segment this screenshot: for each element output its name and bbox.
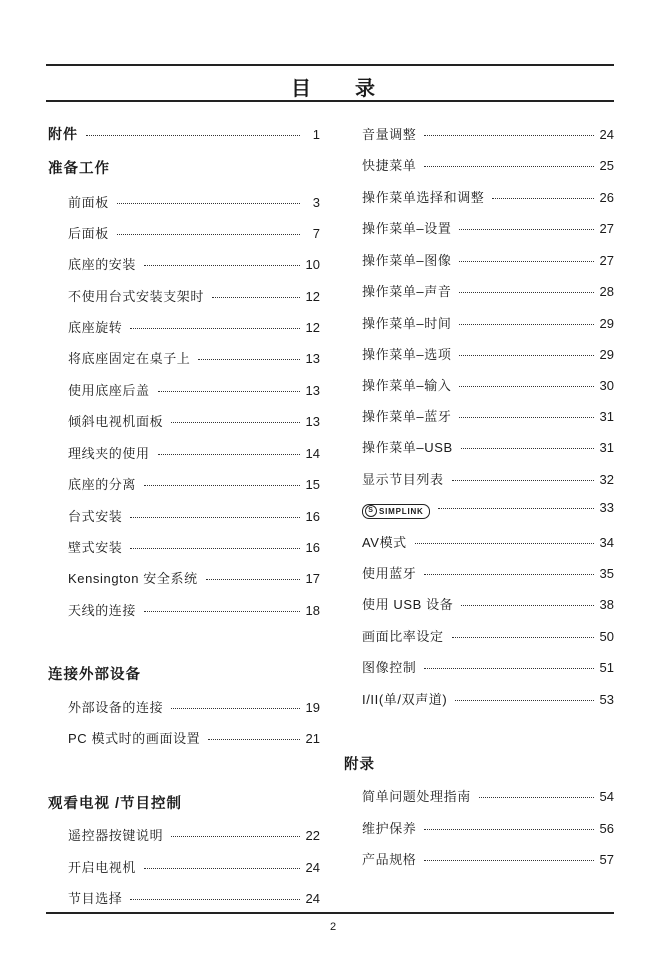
dot-leader: [492, 198, 593, 199]
toc-entry-label: 台式安装: [68, 509, 123, 524]
toc-entry-label: 使用蓝牙: [362, 566, 417, 581]
toc-entry[interactable]: [362, 344, 614, 363]
toc-entry-label: 操作菜单–设置: [362, 221, 452, 236]
toc-entry-label: 理线夹的使用: [68, 446, 150, 461]
toc-entry-page: 27: [599, 221, 614, 236]
dot-leader: [171, 836, 299, 837]
toc-entry-label: AV模式: [362, 535, 407, 550]
toc-entry[interactable]: [362, 818, 614, 837]
toc-entry-label: 操作菜单–USB: [362, 440, 453, 455]
dot-leader: [459, 229, 593, 230]
toc-entry-page: 24: [305, 860, 320, 875]
dot-leader: [86, 135, 300, 136]
toc-entry-page: 24: [305, 891, 320, 906]
toc-entry-label: 使用底座后盖: [68, 383, 150, 398]
dot-leader: [452, 637, 594, 638]
toc-entry[interactable]: [362, 563, 614, 582]
dot-leader: [455, 700, 593, 701]
section-heading-prep: 准备工作: [48, 161, 110, 177]
dot-leader: [130, 548, 299, 549]
toc-entry[interactable]: [362, 155, 614, 174]
title-char-2: 录: [355, 78, 375, 100]
toc-entry[interactable]: [68, 697, 320, 716]
toc-entry[interactable]: [68, 600, 320, 619]
toc-entry-page: 15: [305, 477, 320, 492]
toc-entry-page: 3: [312, 195, 320, 210]
toc-entry[interactable]: [68, 348, 320, 367]
toc-entry-page: 30: [599, 378, 614, 393]
toc-entry[interactable]: [68, 888, 320, 907]
toc-entry[interactable]: [68, 506, 320, 525]
toc-entry[interactable]: [68, 254, 320, 273]
dot-leader: [424, 668, 593, 669]
dot-leader: [459, 355, 593, 356]
toc-entry-page: 38: [599, 597, 614, 612]
toc-entry[interactable]: [362, 594, 614, 613]
dot-leader: [424, 135, 593, 136]
dot-leader: [208, 739, 299, 740]
toc-entry[interactable]: [362, 313, 614, 332]
toc-entry-page: 25: [599, 158, 614, 173]
toc-entry-label: 维护保养: [362, 821, 417, 836]
toc-entry-page: 7: [312, 226, 320, 241]
dot-leader: [144, 265, 300, 266]
toc-entry[interactable]: [68, 286, 320, 305]
toc-entry-label: 遥控器按键说明: [68, 828, 164, 843]
toc-entry-label: PC 模式时的画面设置: [68, 731, 201, 746]
toc-entry-page: 18: [305, 603, 320, 618]
dot-leader: [424, 574, 593, 575]
toc-entry[interactable]: [362, 218, 614, 237]
toc-entry-label: 天线的连接: [68, 603, 137, 618]
dot-leader: [212, 297, 300, 298]
dot-leader: [424, 860, 593, 861]
bottom-rule: [46, 912, 614, 914]
toc-entry[interactable]: [362, 124, 614, 143]
toc-entry-label: Kensington 安全系统: [68, 571, 198, 586]
toc-entry-page: 34: [599, 535, 614, 550]
dot-leader: [144, 485, 300, 486]
section-heading-external: 连接外部设备: [48, 667, 141, 683]
toc-entry-simplink[interactable]: [362, 500, 614, 519]
dot-leader: [171, 422, 299, 423]
toc-entry-label: 节目选择: [68, 891, 123, 906]
simplink-logo-text: SIMPLINK: [379, 506, 424, 516]
toc-entry-page: 10: [305, 257, 320, 272]
toc-entry[interactable]: [68, 474, 320, 493]
toc-entry-label: 将底座固定在桌子上: [68, 351, 191, 366]
toc-entry-page: 13: [305, 383, 320, 398]
toc-entry[interactable]: [68, 380, 320, 399]
toc-entry[interactable]: [362, 281, 614, 300]
page-title: [0, 72, 666, 101]
dot-leader: [461, 605, 593, 606]
toc-entry-page: 51: [599, 660, 614, 675]
toc-entry-label: 开启电视机: [68, 860, 137, 875]
dot-leader: [117, 203, 300, 204]
dot-leader: [452, 480, 594, 481]
toc-entry-label: 外部设备的连接: [68, 700, 164, 715]
toc-entry[interactable]: [68, 728, 320, 747]
toc-entry[interactable]: [68, 192, 320, 211]
toc-entry-label: I/II(单/双声道): [362, 692, 448, 707]
toc-entry-page: 16: [305, 509, 320, 524]
toc-entry-page: 21: [305, 731, 320, 746]
dot-leader: [479, 797, 594, 798]
dot-leader: [130, 517, 299, 518]
toc-entry-page: 12: [305, 320, 320, 335]
toc-entry-page: 13: [305, 351, 320, 366]
toc-entry-label: 不使用台式安装支架时: [68, 289, 205, 304]
dot-leader: [158, 454, 300, 455]
toc-entry[interactable]: [362, 187, 614, 206]
toc-entry-page: 29: [599, 347, 614, 362]
dot-leader: [459, 386, 593, 387]
toc-entry-page: 19: [305, 700, 320, 715]
toc-entry-label: 使用 USB 设备: [362, 597, 454, 612]
page-number: 2: [329, 921, 337, 933]
dot-leader: [144, 611, 300, 612]
toc-entry-page: 13: [305, 414, 320, 429]
toc-entry-page: 14: [305, 446, 320, 461]
toc-entry-page: 33: [599, 500, 614, 515]
dot-leader: [461, 448, 594, 449]
toc-entry-page: 31: [599, 440, 614, 455]
dot-leader: [144, 868, 300, 869]
toc-entry-label: 操作菜单–时间: [362, 316, 452, 331]
toc-entry-page: 27: [599, 253, 614, 268]
toc-entry-page: 53: [599, 692, 614, 707]
toc-entry-label: 倾斜电视机面板: [68, 414, 164, 429]
toc-entry[interactable]: [362, 689, 614, 708]
dot-leader: [438, 508, 594, 509]
toc-entry-page: 35: [599, 566, 614, 581]
toc-entry-label: 操作菜单–声音: [362, 284, 452, 299]
toc-entry[interactable]: [362, 375, 614, 394]
dot-leader: [198, 359, 299, 360]
dot-leader: [158, 391, 300, 392]
toc-entry[interactable]: [362, 532, 614, 551]
toc-entry[interactable]: [362, 437, 614, 456]
toc-entry-page: 56: [599, 821, 614, 836]
toc-entry-label: 底座的分离: [68, 477, 137, 492]
toc-entry[interactable]: [362, 469, 614, 488]
top-rule: [46, 64, 614, 66]
toc-entry-page: 17: [305, 571, 320, 586]
dot-leader: [130, 899, 299, 900]
toc-entry-page: 57: [599, 852, 614, 867]
toc-entry[interactable]: [68, 223, 320, 242]
dot-leader: [206, 579, 300, 580]
toc-entry[interactable]: [362, 849, 614, 868]
toc-entry-page: 1: [312, 127, 320, 142]
dot-leader: [459, 261, 593, 262]
toc-entry-label: 简单问题处理指南: [362, 789, 471, 804]
toc-entry-label: 后面板: [68, 226, 109, 241]
dot-leader: [459, 417, 593, 418]
simplink-logo: [362, 500, 430, 519]
toc-entry[interactable]: [362, 657, 614, 676]
toc-entry-label: 显示节目列表: [362, 472, 444, 487]
toc-entry-page: 32: [599, 472, 614, 487]
toc-entry-page: 16: [305, 540, 320, 555]
toc-entry[interactable]: [68, 411, 320, 430]
toc-entry-attachments[interactable]: [48, 124, 320, 144]
dot-leader: [424, 829, 593, 830]
toc-entry-label: 产品规格: [362, 852, 417, 867]
dot-leader: [415, 543, 594, 544]
toc-entry-label: 画面比率设定: [362, 629, 444, 644]
toc-entry-page: 22: [305, 828, 320, 843]
toc-entry[interactable]: [68, 568, 320, 587]
toc-entry[interactable]: [68, 857, 320, 876]
toc-entry-page: 50: [599, 629, 614, 644]
dot-leader: [459, 292, 593, 293]
toc-entry-label: 底座的安装: [68, 257, 137, 272]
toc-entry-label: 操作菜单选择和调整: [362, 190, 485, 205]
dot-leader: [424, 166, 593, 167]
toc-entry-page: 31: [599, 409, 614, 424]
toc-entry-label: 底座旋转: [68, 320, 123, 335]
dot-leader: [171, 708, 299, 709]
toc-entry-page: 28: [599, 284, 614, 299]
toc-entry-label: 操作菜单–图像: [362, 253, 452, 268]
toc-entry-label: 操作菜单–输入: [362, 378, 452, 393]
title-rule: [46, 100, 614, 102]
toc-entry[interactable]: [68, 443, 320, 462]
title-char-1: 目: [291, 78, 311, 100]
dot-leader: [459, 324, 593, 325]
toc-entry[interactable]: [68, 537, 320, 556]
simplink-s-icon: S: [365, 505, 377, 517]
dot-leader: [117, 234, 300, 235]
toc-entry[interactable]: [362, 626, 614, 645]
section-heading-watch: 观看电视 /节目控制: [48, 796, 183, 812]
toc-entry-label: 图像控制: [362, 660, 417, 675]
toc-entry-page: 26: [599, 190, 614, 205]
toc-entry-label: 壁式安装: [68, 540, 123, 555]
toc-entry[interactable]: [362, 250, 614, 269]
dot-leader: [130, 328, 299, 329]
toc-entry[interactable]: [362, 786, 614, 805]
toc-entry[interactable]: [362, 406, 614, 425]
toc-entry-page: 12: [305, 289, 320, 304]
toc-entry-page: 29: [599, 316, 614, 331]
toc-entry-label: 操作菜单–选项: [362, 347, 452, 362]
toc-entry-label: 快捷菜单: [362, 158, 417, 173]
toc-entry-label: 附件: [48, 126, 78, 142]
section-heading-appendix: 附录: [344, 757, 375, 773]
toc-entry-label: 音量调整: [362, 127, 417, 142]
toc-entry[interactable]: [68, 317, 320, 336]
toc-entry[interactable]: [68, 825, 320, 844]
toc-entry-label: 操作菜单–蓝牙: [362, 409, 452, 424]
toc-entry-page: 24: [599, 127, 614, 142]
toc-entry-page: 54: [599, 789, 614, 804]
toc-entry-label: 前面板: [68, 195, 109, 210]
